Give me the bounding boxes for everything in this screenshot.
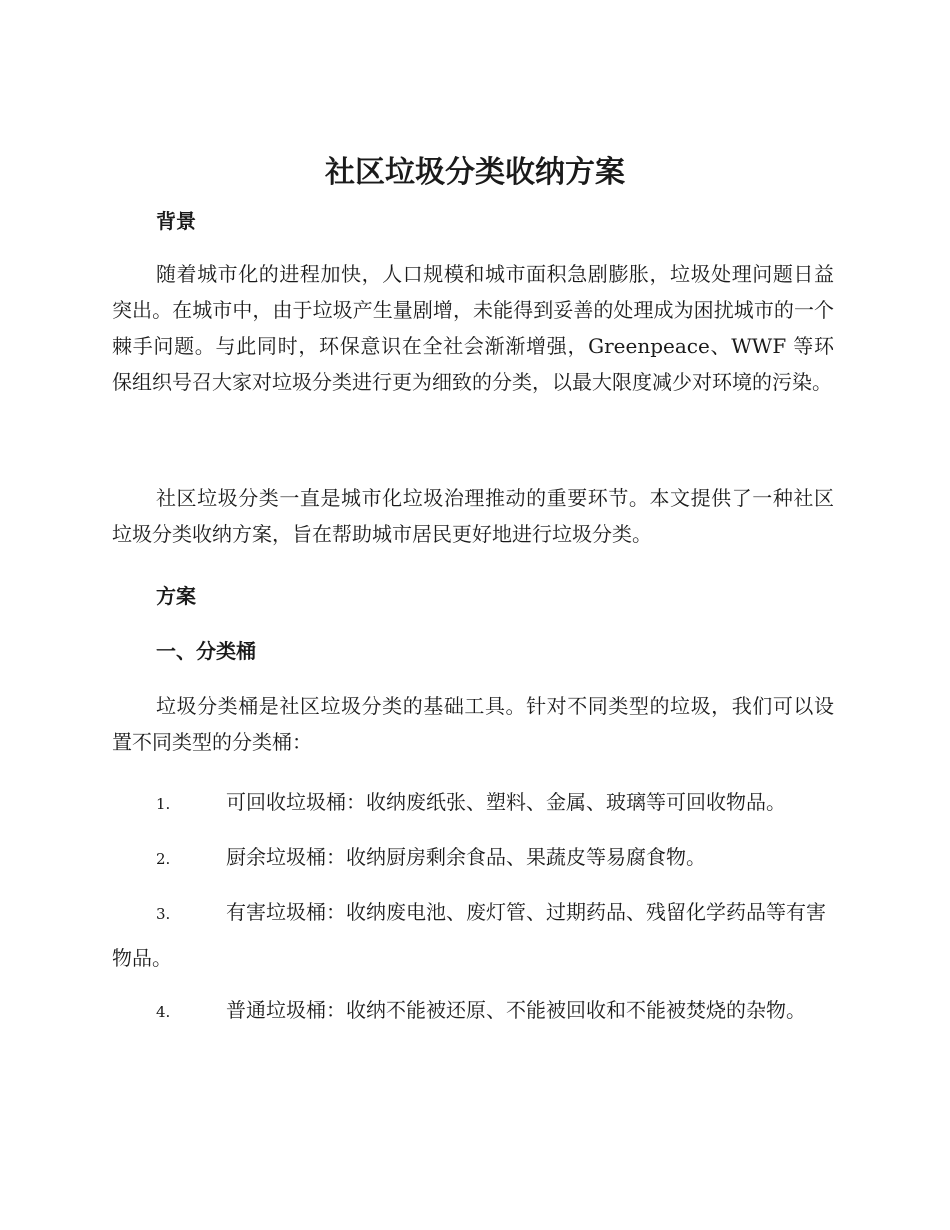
list-item-text: 厨余垃圾桶：收纳厨房剩余食品、果蔬皮等易腐食物。	[226, 845, 706, 869]
list-item	[112, 835, 834, 881]
list-item-number: 1.	[156, 795, 171, 813]
list-item-text: 可回收垃圾桶：收纳废纸张、塑料、金属、玻璃等可回收物品。	[226, 790, 786, 814]
list-item-text: 有害垃圾桶：收纳废电池、废灯管、过期药品、残留化学药品等有害物品。	[112, 900, 826, 970]
list-item-number: 4.	[156, 1003, 171, 1021]
list-item-text: 普通垃圾桶：收纳不能被还原、不能被回收和不能被焚烧的杂物。	[226, 998, 806, 1022]
paragraph-background-2: 社区垃圾分类一直是城市化垃圾治理推动的重要环节。本文提供了一种社区垃圾分类收纳方案，旨在帮助城市居民更好地进行垃圾分类。	[112, 486, 834, 546]
paragraph-bins-intro: 垃圾分类桶是社区垃圾分类的基础工具。针对不同类型的垃圾，我们可以设置不同类型的分类桶：	[112, 694, 834, 754]
document-title: 社区垃圾分类收纳方案	[325, 155, 625, 190]
paragraph-background-1: 随着城市化的进程加快，人口规模和城市面积急剧膨胀，垃圾处理问题日益突出。在城市中，由于垃圾产生量剧增，未能得到妥善的处理成为困扰城市的一个棘手问题。与此同时，环保意识在全社会渐渐增强，Greenpeace、WWF 等环保组织号召大家对垃圾分类进行更为细致的分类，以最大限度减少对环境的污染。	[112, 262, 834, 394]
section-heading-plan: 方案	[156, 584, 196, 608]
list-item	[112, 780, 834, 826]
list-item	[112, 988, 834, 1034]
list-item-number: 3.	[156, 905, 171, 923]
list-item-number: 2.	[156, 850, 171, 868]
section-heading-background: 背景	[156, 209, 196, 233]
list-item	[112, 890, 834, 980]
subsection-heading-bins: 一、分类桶	[156, 639, 256, 663]
